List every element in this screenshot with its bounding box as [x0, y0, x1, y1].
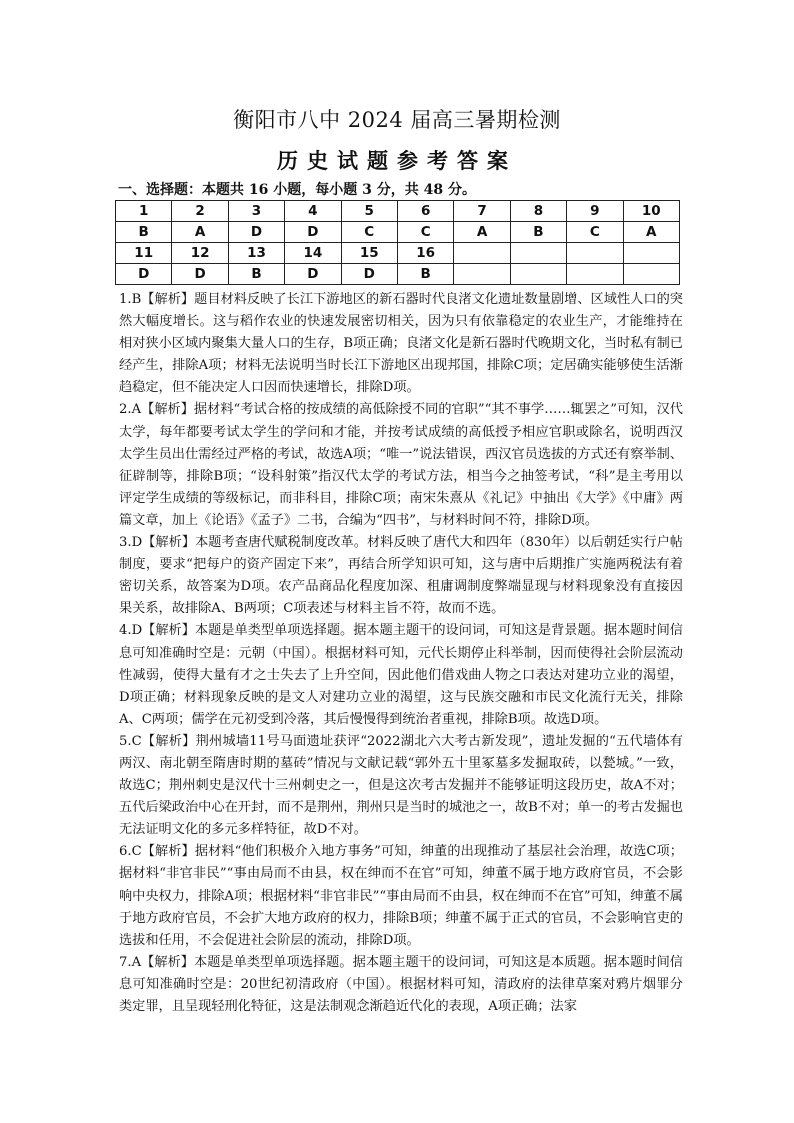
table-row [116, 201, 680, 222]
table-cell [510, 264, 566, 285]
table-cell: A [454, 222, 510, 243]
explanation-paragraph: 1.B【解析】题目材料反映了长江下游地区的新石器时代良渚文化遗址数量剧增、区域性人口的突然大幅度增长。这与稻作农业的快速发展密切相关，因为只有依靠稳定的农业生产，才能维持在相对狭小区域内聚集大量人口的生存，B项正确；良渚文化是新石器时代晚期文化，当时私有制已经产生，排除A项；材料无法说明当时长江下游地区出现邦国，排除C项；定居确实能够使生活渐趋稳定，但不能决定人口因而快速增长，排除D项。 [119, 292, 683, 396]
table-cell: 3 [228, 201, 284, 222]
table-cell [623, 243, 679, 264]
document-title: 衡阳市八中 2024 届高三暑期检测 [233, 108, 561, 132]
table-cell: 12 [172, 243, 228, 264]
table-cell: B [116, 222, 172, 243]
table-cell: C [341, 222, 397, 243]
table-cell: A [623, 222, 679, 243]
table-cell: D [228, 222, 284, 243]
explanations [119, 289, 683, 1018]
table-cell [510, 243, 566, 264]
table-cell: 9 [567, 201, 623, 222]
table-row [116, 222, 680, 243]
table-cell: D [285, 222, 341, 243]
table-cell: 15 [341, 243, 397, 264]
table-cell: C [567, 222, 623, 243]
table-cell: D [116, 264, 172, 285]
document-subtitle: 历史试题参考答案 [277, 148, 517, 173]
table-cell: C [397, 222, 453, 243]
table-cell: 5 [341, 201, 397, 222]
table-cell: 11 [116, 243, 172, 264]
table-row [116, 264, 680, 285]
table-cell: 7 [454, 201, 510, 222]
section-heading: 一、选择题：本题共 16 小题，每小题 3 分，共 48 分。 [118, 182, 476, 198]
explanation-paragraph: 7.A【解析】本题是单类型单项选择题。据本题主题干的设问词，可知这是本质题。据本题时间信息可知准确时空是：20世纪初清政府（中国）。根据材料可知，清政府的法律草案对鸦片烟罪分类定罪，且呈现轻刑化特征，这是法制观念渐趋近代化的表现，A项正确；法家 [119, 954, 683, 1014]
table-cell: 10 [623, 201, 679, 222]
table-cell: 2 [172, 201, 228, 222]
table-cell [623, 264, 679, 285]
explanation-paragraph: 6.C【解析】据材料“他们积极介入地方事务”可知，绅董的出现推动了基层社会治理，故选C项；据材料“非官非民”“事由局而不由县，权在绅而不在官”可知，绅董不属于地方政府官员，不会影响中央权力，排除A项；根据材料“非官非民”“事由局而不由县，权在绅而不在官”可知，绅董不属于地方政府官员，不会扩大地方政府的权力，排除B项；绅董不属于正式的官员，不会影响官吏的选拔和任用，不会促进社会阶层的流动，排除D项。 [119, 844, 683, 948]
table-cell: 8 [510, 201, 566, 222]
explanation-paragraph: 4.D【解析】本题是单类型单项选择题。据本题主题干的设问词，可知这是背景题。据本题时间信息可知准确时空是：元朝（中国）。根据材料可知，元代长期停止科举制，因而使得社会阶层流动性减弱，使得大量有才之士失去了上升空间，因此他们借戏曲人物之口表达对建功立业的渴望，D项正确；材料现象反映的是文人对建功立业的渴望，这与民族交融和市民文化流行无关，排除A、C两项；儒学在元初受到冷落，其后慢慢得到统治者重视，排除B项。故选D项。 [119, 623, 683, 727]
table-cell [567, 243, 623, 264]
table-cell: A [172, 222, 228, 243]
table-cell: B [397, 264, 453, 285]
table-cell [454, 264, 510, 285]
explanation-paragraph: 3.D【解析】本题考查唐代赋税制度改革。材料反映了唐代大和四年（830年）以后朝廷实行户帖制度，要求“把每户的资产固定下来”，再结合所学知识可知，这与唐中后期推广实施两税法有着密切关系，故答案为D项。农产品商品化程度加深、租庸调制度弊端显现与材料现象没有直接因果关系，故排除A、B两项；C项表述与材料主旨不符，故而不选。 [119, 535, 683, 617]
table-cell: D [172, 264, 228, 285]
explanation-paragraph: 5.C【解析】荆州城墙11号马面遗址获评“2022湖北六大考古新发现”，遗址发掘的“五代墙体有两汉、南北朝至隋唐时期的墓砖”情况与文献记载“郭外五十里冢墓多发掘取砖，以甃城。”一致，故选C；荆州刺史是汉代十三州刺史之一，但是这次考古发掘并不能够证明这段历史，故A不对；五代后梁政治中心在开封，而不是荆州，荆州只是当时的城池之一，故B不对；单一的考古发掘也无法证明文化的多元多样特征，故D不对。 [119, 733, 683, 838]
table-cell: 1 [116, 201, 172, 222]
table-cell: 13 [228, 243, 284, 264]
explanation-paragraph: 2.A【解析】据材料“考试合格的按成绩的高低除授不同的官职”“其不事学……辄罢之”可知，汉代太学，每年都要考试太学生的学问和才能，并按考试成绩的高低授予相应官职或除名，说明西汉太学生员出仕需经过严格的考试，故选A项；“唯一”说法错误，西汉官员选拔的方式还有察举制、征辟制等，排除B项；“设科射策”指汉代太学的考试方法，相当今之抽签考试，“科”是主考用以评定学生成绩的等级标记，而非科目，排除C项；南宋朱熹从《礼记》中抽出《大学》《中庸》两篇文章，加上《论语》《孟子》二书，合编为“四书”，与材料时间不符，排除D项。 [119, 402, 683, 528]
table-cell: 14 [285, 243, 341, 264]
table-cell: 16 [397, 243, 453, 264]
answer-table [115, 200, 680, 285]
table-cell: B [228, 264, 284, 285]
table-cell [454, 243, 510, 264]
table-cell: B [510, 222, 566, 243]
table-row [116, 243, 680, 264]
table-cell [567, 264, 623, 285]
table-cell: D [285, 264, 341, 285]
table-cell: 6 [397, 201, 453, 222]
table-cell: D [341, 264, 397, 285]
table-cell: 4 [285, 201, 341, 222]
